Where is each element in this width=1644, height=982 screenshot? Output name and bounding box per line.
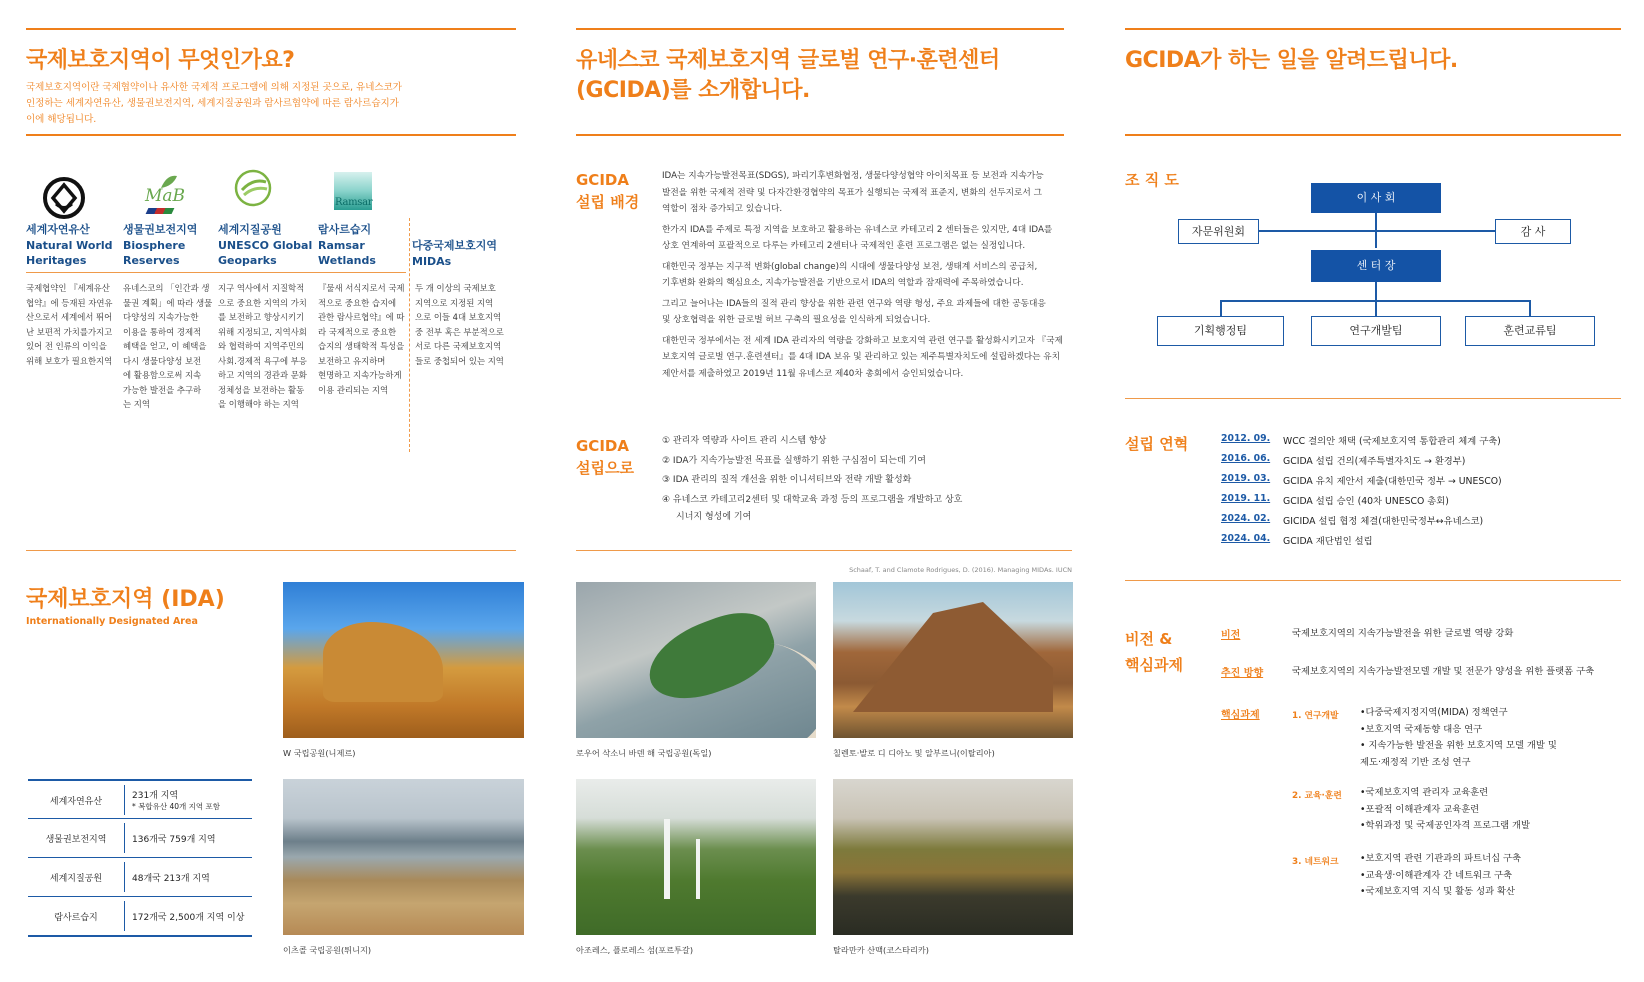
org-director: 센 터 장 bbox=[1311, 250, 1441, 282]
mab-stripes bbox=[146, 208, 175, 214]
photo-caption: 이츠콜 국립공원(튀니지) bbox=[283, 945, 372, 955]
bg-label: GCIDA 설립 배경 bbox=[576, 171, 640, 211]
intro-text bbox=[26, 80, 506, 128]
table-note: * 복합유산 40개 지역 포함 bbox=[132, 802, 221, 811]
rule bbox=[576, 134, 1064, 136]
tasks-key: 핵심과제 bbox=[1221, 710, 1260, 721]
org-connector bbox=[1220, 300, 1222, 316]
task-number: 1. 연구개발 bbox=[1292, 711, 1339, 721]
table-row bbox=[28, 896, 252, 937]
category-desc: 『물새 서식지로서 국제 적으로 중요한 습지에 관한 람사르협약』에 따 라 국제적으로 중요한 습지의 생태학적 특성을 보전하고 유지하며 현명하고 지속가능하게 이용 관리되는 지역 bbox=[318, 283, 405, 395]
mab-logo-icon bbox=[143, 172, 199, 222]
table-value: 231개 지역 * 복합유산 40개 지역 포함 bbox=[132, 791, 221, 811]
category-ramsar bbox=[318, 222, 408, 269]
org-team: 훈련교류팀 bbox=[1465, 316, 1595, 346]
rule bbox=[1125, 580, 1621, 581]
org-team: 연구개발팀 bbox=[1311, 316, 1441, 346]
direction-text: 국제보호지역의 지속가능발전모델 개발 및 전문가 양성을 위한 플랫폼 구축 bbox=[1292, 666, 1595, 677]
category-desc: 국제협약인 『세계유산 협약』에 등재된 자연유 산으로서 세계에서 뛰어 난 보편적 가치를가지고 있어 전 인류의 이익을 위해 보호가 필요한지역 bbox=[26, 283, 113, 366]
task-items: •보호지역 관련 기관과의 파트너십 구축 •교육생·이해관계자 간 네트워크 구축 •국제보호지역 지식 및 활동 성과 확산 bbox=[1360, 853, 1521, 897]
org-connector bbox=[1375, 280, 1377, 300]
category-geopark bbox=[218, 222, 313, 269]
intro-line: 인정하는 세계자연유산, 생물권보전지역, 세계지질공원과 람사르협약에 따른 람사르습지가 bbox=[26, 98, 399, 109]
table-value: 136개국 759개 지역 bbox=[132, 834, 216, 845]
table-row bbox=[28, 779, 252, 819]
history-year: 2019. 03. bbox=[1221, 473, 1271, 484]
intro-line: 국제보호지역이란 국제협약이나 유사한 국제적 프로그램에 의해 지정된 곳으로, 유네스코가 bbox=[26, 82, 402, 93]
photo-caption: 아조레스, 플로레스 섬(포르투갈) bbox=[576, 945, 694, 955]
category-en: Wetlands bbox=[318, 254, 376, 267]
rule bbox=[26, 134, 516, 136]
history-text: GICIDA 설립 협정 체결(대한민국정부↔유네스코) bbox=[1283, 516, 1484, 527]
section-title bbox=[576, 46, 1000, 106]
org-connector bbox=[1257, 230, 1495, 232]
category-ko: 세계자연유산 bbox=[26, 223, 90, 236]
history-text: GCIDA 설립 건의(제주특별자치도 → 환경부) bbox=[1283, 456, 1466, 467]
task-number: 3. 네트워크 bbox=[1292, 857, 1339, 867]
vision-label: 비전 & 핵심과제 bbox=[1125, 630, 1183, 674]
category-en: Reserves bbox=[123, 254, 180, 267]
top-rule bbox=[26, 28, 516, 30]
ida-title: 국제보호지역 (IDA) bbox=[26, 587, 225, 612]
title-line: 유네스코 국제보호지역 글로벌 연구·훈련센터 bbox=[576, 48, 1000, 73]
list-item: ③ IDA 관리의 질적 개선을 위한 이니셔티브와 전략 개발 활성화 bbox=[662, 475, 912, 485]
category-midas bbox=[412, 238, 512, 269]
task-items: •다중국제지정지역(MIDA) 정책연구 •보호지역 국제동향 대응 연구 • 지속가능한 발전을 위한 보호지역 모델 개발 및 제도·재정적 기반 조성 연구 bbox=[1360, 707, 1557, 768]
category-desc: 지구 역사에서 지질학적 으로 중요한 지역의 가치 를 보전하고 향상시키기 위해 지정되고, 지역사회 와 협력하여 지역주민의 사회.경제적 욕구에 부응 하고 지역의 경관과 문화 정체성을 보전하는 활동 을 이행해야 하는 지역 bbox=[218, 283, 307, 409]
intro-line: 이에 해당됩니다. bbox=[26, 114, 97, 125]
photo-w-national-park bbox=[283, 582, 524, 738]
org-connector bbox=[1375, 300, 1377, 316]
rule bbox=[1125, 134, 1621, 136]
top-rule bbox=[576, 28, 1064, 30]
category-en: Biosphere bbox=[123, 238, 186, 252]
history-year: 2024. 02. bbox=[1221, 513, 1271, 524]
category-ko: 세계지질공원 bbox=[218, 223, 282, 236]
photo-wadden-sea bbox=[576, 582, 816, 738]
ida-subtitle: Internationally Designated Area bbox=[26, 616, 198, 627]
direction-key: 추진 방향 bbox=[1221, 668, 1264, 679]
category-en: Natural World bbox=[26, 238, 113, 252]
photo-caption: 탈라만카 산맥(코스타리카) bbox=[833, 945, 929, 955]
task-number: 2. 교육·훈련 bbox=[1292, 791, 1342, 801]
ramsar-logo-icon bbox=[334, 172, 372, 210]
history-text: GCIDA 유치 제안서 제출(대한민국 정부 → UNESCO) bbox=[1283, 476, 1502, 487]
purpose-label: GCIDA 설립으로 bbox=[576, 437, 634, 477]
task-items: •국제보호지역 관리자 교육훈련 •포괄적 이해관계자 교육훈련 •학위과정 및 국제공인자격 프로그램 개발 bbox=[1360, 787, 1530, 831]
photo-ichkeul-park bbox=[283, 779, 524, 935]
background-text: IDA는 지속가능발전목표(SDGS), 파리기후변화협정, 생물다양성협약 아이치목표 등 보전과 지속가능 발전을 위한 국제적 전략 및 다자간환경협약의 목표가 실행되는 국제적 표준지, 변화의 선두지로서 그 역할이 점차 증가되고 있습니다. 한가지 IDA를 주제로 특정 지역을 보호하고 활용하는 유네스코 카테고리 2 센터들은 있지만, 4대 IDA를 상호 연계하여 포괄적으로 다루는 카테고리 2센터나 국제적인 훈련 프로그램은 없는 실정입니다. 대한민국 정부는 지구적 변화(global change)의 시대에 생물다양성 보전, 생태계 서비스의 공급처, 기후변화 완화의 핵심요소, 지속가능발전을 기반으로서 IDA의 역할과 잠재력에 주목하였습니다. 그리고 늘어나는 IDA들의 질적 관리 향상을 위한 관련 연구와 역량 형성, 주요 과제들에 대한 공동대응 및 상호협력을 위한 글로벌 허브 구축의 필요성을 인식하게 되었습니다. 대한민국 정부에서는 전 세계 IDA 관리자의 역량을 강화하고 보호지역 관련 연구를 활성화시키고자 『국제 보호지역 글로벌 연구.훈련센터』를 4대 IDA 보유 및 관리하고 있는 제주특별자치도에 설립하겠다는 유치 제안서를 제출하였고 2019년 11월 유네스코 제40차 총회에서 승인되었습니다. bbox=[662, 171, 1063, 379]
rule bbox=[26, 272, 406, 273]
category-en: MIDAs bbox=[412, 254, 452, 268]
history-year: 2019. 11. bbox=[1221, 493, 1271, 504]
list-item: ② IDA가 지속가능발전 목표를 실행하기 위한 구심점이 되는데 기여 bbox=[662, 455, 926, 466]
rule bbox=[1125, 398, 1621, 399]
category-ko: 다중국제보호지역 bbox=[412, 239, 498, 252]
org-board: 이 사 회 bbox=[1311, 183, 1441, 213]
photo-caption: W 국립공원(니제르) bbox=[283, 748, 356, 758]
photo-talamanca bbox=[833, 779, 1073, 935]
table-row bbox=[28, 818, 252, 857]
purpose-list bbox=[662, 432, 1082, 524]
table-row bbox=[28, 857, 252, 896]
vision-key: 비전 bbox=[1221, 630, 1241, 641]
section-title: 국제보호지역이 무엇인가요? bbox=[26, 48, 295, 73]
top-rule bbox=[1125, 28, 1621, 30]
photo-caption: 로우어 삭소니 바덴 해 국립공원(독일) bbox=[576, 748, 712, 758]
table-key: 람사르습지 bbox=[54, 912, 98, 923]
table-key: 생물권보전지역 bbox=[45, 834, 107, 845]
org-auditor: 감 사 bbox=[1495, 219, 1571, 244]
org-connector bbox=[1529, 300, 1531, 316]
history-year: 2016. 06. bbox=[1221, 453, 1271, 464]
category-desc: 유네스코의 「인간과 생 물권 계획」에 따라 생물 다양성의 지속가능한 이용을 통하여 경제적 혜택을 얻고, 이 혜택을 다시 생물다양성 보전 에 활용함으로써 지속 가능한 발전을 추구하 는 지역 bbox=[123, 283, 213, 409]
title-line: (GCIDA)를 소개합니다. bbox=[576, 78, 810, 103]
history-year: 2024. 04. bbox=[1221, 533, 1271, 544]
category-heritage bbox=[26, 222, 116, 269]
citation: Schaaf, T. and Clamote Rodrigues, D. (2016). Managing MIDAs. IUCN bbox=[849, 566, 1072, 574]
list-item: ① 관리자 역량과 사이트 관리 시스템 향상 bbox=[662, 436, 827, 446]
table-value: 48개국 213개 지역 bbox=[132, 873, 210, 884]
rule bbox=[26, 550, 516, 551]
history-text: GCIDA 설립 승인 (40차 UNESCO 총회) bbox=[1283, 496, 1449, 507]
org-label: 조 직 도 bbox=[1125, 171, 1179, 189]
history-label: 설립 연혁 bbox=[1125, 435, 1189, 453]
list-item: ④ 유네스코 카테고리2센터 및 대학교육 과정 등의 프로그램을 개발하고 상호 bbox=[662, 494, 963, 505]
category-en: Heritages bbox=[26, 254, 87, 267]
geopark-logo-icon bbox=[233, 168, 273, 208]
category-en: UNESCO Global bbox=[218, 238, 313, 252]
rule bbox=[576, 550, 1072, 551]
vision-text: 국제보호지역의 지속가능발전을 위한 글로벌 역량 강화 bbox=[1292, 628, 1514, 639]
photo-cilento bbox=[833, 582, 1073, 738]
table-key: 세계자연유산 bbox=[49, 796, 103, 807]
photo-azores bbox=[576, 779, 816, 935]
org-advisory: 자문위원회 bbox=[1178, 219, 1259, 244]
org-team: 기획행정팀 bbox=[1157, 316, 1284, 346]
category-en: Ramsar bbox=[318, 238, 365, 252]
ramsar-wordmark: Ramsar bbox=[335, 197, 373, 208]
category-biosphere bbox=[123, 222, 213, 269]
world-heritage-logo-icon bbox=[42, 176, 86, 220]
photo-caption: 칠렌토·발로 디 디아노 및 알부르니(이탈리아) bbox=[833, 748, 995, 758]
table-key: 세계지질공원 bbox=[49, 873, 103, 884]
section-title: GCIDA가 하는 일을 알려드립니다. bbox=[1125, 48, 1458, 73]
category-desc: 두 개 이상의 국제보호 지역으로 지정된 지역 으로 이들 4대 보호지역 중 전부 혹은 부분적으로 서로 다른 국제보호지역 들로 중첩되어 있는 지역 bbox=[415, 283, 504, 366]
category-en: Geoparks bbox=[218, 254, 277, 267]
history-text: WCC 결의안 채택 (국제보호지역 통합관리 체계 구축) bbox=[1283, 436, 1501, 447]
history-year: 2012. 09. bbox=[1221, 433, 1271, 444]
mab-wordmark: MaB bbox=[145, 186, 186, 206]
history-text: GCIDA 재단법인 설립 bbox=[1283, 536, 1373, 547]
table-value: 172개국 2,500개 지역 이상 bbox=[132, 912, 245, 923]
list-item-cont: 시너지 형성에 기여 bbox=[676, 512, 752, 522]
category-ko: 람사르습지 bbox=[318, 223, 372, 236]
category-ko: 생물권보전지역 bbox=[123, 223, 198, 236]
